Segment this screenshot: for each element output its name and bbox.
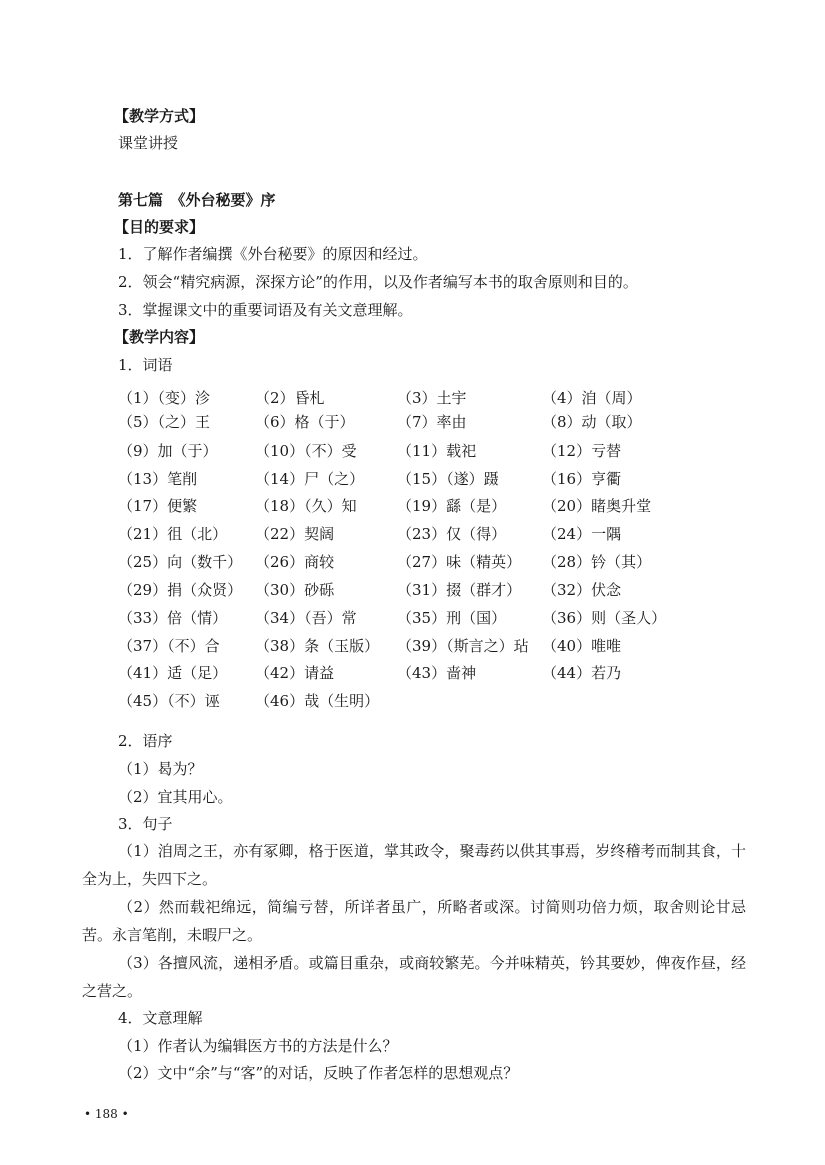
word-item: （17）便繁 xyxy=(118,497,198,515)
words-row xyxy=(118,552,758,572)
word-item: （12）亏替 xyxy=(542,442,622,460)
objective-item: 3．掌握课文中的重要词语及有关文意理解。 xyxy=(118,301,413,319)
word-item: （29）捐（众贤） xyxy=(118,581,243,599)
word-item: （14）尸（之） xyxy=(255,470,365,488)
sentence-paragraph: （2）然而载祀绵远，简编亏替，所详者虽广，所略者或深。讨简则功倍力烦，取舍则论甘忌苦。永言笔削，未暇尸之。 xyxy=(82,898,746,944)
order-item: （1）曷为？ xyxy=(118,760,203,778)
word-item: （37）（不）合 xyxy=(118,637,220,655)
word-item: （24）一隅 xyxy=(542,525,622,543)
words-row xyxy=(118,412,758,432)
word-item: （46）哉（生明） xyxy=(255,692,380,710)
word-item: （38）条（玉版） xyxy=(255,637,380,655)
words-row xyxy=(118,524,758,544)
word-item: （41）适（足） xyxy=(118,664,228,682)
word-item: （23）仅（得） xyxy=(397,525,507,543)
words-row xyxy=(118,441,758,461)
word-item: （40）唯唯 xyxy=(542,637,622,655)
word-item: （11）载祀 xyxy=(397,442,477,460)
word-item: （13）笔削 xyxy=(118,470,198,488)
words-row xyxy=(118,469,758,489)
word-item: （34）（吾）常 xyxy=(255,609,357,627)
word-item: （28）钤（其） xyxy=(542,553,652,571)
sentence-heading: 3．句子 xyxy=(118,815,173,833)
meaning-heading: 4．文意理解 xyxy=(118,1009,203,1027)
word-item: （6）格（于） xyxy=(255,413,355,431)
sentence-paragraph: （3）各擅风流，递相矛盾。或篇目重杂，或商较繁芜。今并味精英，钤其要妙，俾夜作昼，经之营之。 xyxy=(82,954,746,1000)
word-item: （3）土宇 xyxy=(397,389,467,407)
word-item: （33）倍（情） xyxy=(118,609,228,627)
word-item: （26）商较 xyxy=(255,553,335,571)
word-item: （35）刑（国） xyxy=(397,609,507,627)
word-item: （45）（不）诬 xyxy=(118,692,220,710)
order-item: （2）宜其用心。 xyxy=(118,788,233,806)
words-row xyxy=(118,580,758,600)
word-item: （15）（遂）蹑 xyxy=(397,470,499,488)
word-item: （22）契阔 xyxy=(255,525,335,543)
word-item: （25）向（数千） xyxy=(118,553,243,571)
word-item: （9）加（于） xyxy=(118,442,218,460)
words-row xyxy=(118,663,758,683)
word-item: （27）味（精英） xyxy=(397,553,522,571)
word-item: （39）（斯言之）玷 xyxy=(397,637,529,655)
words-heading: 1．词语 xyxy=(118,356,173,374)
sentence-paragraph: （1）洎周之王，亦有冢卿，格于医道，掌其政令，聚毒药以供其事焉，岁终稽考而制其食，十全为上，失四下之。 xyxy=(82,842,746,888)
word-item: （18）（久）知 xyxy=(255,497,357,515)
words-row xyxy=(118,608,758,628)
word-item: （4）洎（周） xyxy=(542,389,642,407)
word-item: （44）若乃 xyxy=(542,664,622,682)
word-item: （30）砂砾 xyxy=(255,581,335,599)
word-item: （7）率由 xyxy=(397,413,467,431)
word-item: （1）（变）沴 xyxy=(118,389,211,407)
word-item: （21）徂（北） xyxy=(118,525,228,543)
word-item: （19）繇（是） xyxy=(397,497,507,515)
word-item: （20）睹奥升堂 xyxy=(542,497,652,515)
word-item: （2）昏札 xyxy=(255,389,325,407)
word-item: （43）啬神 xyxy=(397,664,477,682)
words-row xyxy=(118,636,758,656)
meaning-item: （1）作者认为编辑医方书的方法是什么？ xyxy=(118,1037,398,1055)
objective-item: 2．领会“精究病源，深探方论”的作用，以及作者编写本书的取舍原则和目的。 xyxy=(118,273,638,291)
objectives-heading: 【目的要求】 xyxy=(114,218,205,236)
chapter-title: 第七篇 《外台秘要》序 xyxy=(118,191,276,209)
word-item: （10）（不）受 xyxy=(255,442,357,460)
teaching-method-heading: 【教学方式】 xyxy=(114,107,205,125)
word-item: （42）请益 xyxy=(255,664,335,682)
word-item: （31）掇（群才） xyxy=(397,581,522,599)
words-row xyxy=(118,496,758,516)
word-item: （36）则（圣人） xyxy=(542,609,667,627)
order-heading: 2．语序 xyxy=(118,732,173,750)
words-row xyxy=(118,388,758,408)
objective-item: 1．了解作者编撰《外台秘要》的原因和经过。 xyxy=(118,245,428,263)
word-item: （32）伏念 xyxy=(542,581,622,599)
word-item: （5）（之）王 xyxy=(118,413,211,431)
teaching-method-text: 课堂讲授 xyxy=(118,134,179,152)
word-item: （16）亨衢 xyxy=(542,470,622,488)
words-row xyxy=(118,691,758,711)
word-item: （8）动（取） xyxy=(542,413,642,431)
content-heading: 【教学内容】 xyxy=(114,328,205,346)
meaning-item: （2）文中“余”与“客”的对话，反映了作者怎样的思想观点？ xyxy=(118,1064,519,1082)
page-number: • 188 • xyxy=(84,1107,129,1121)
